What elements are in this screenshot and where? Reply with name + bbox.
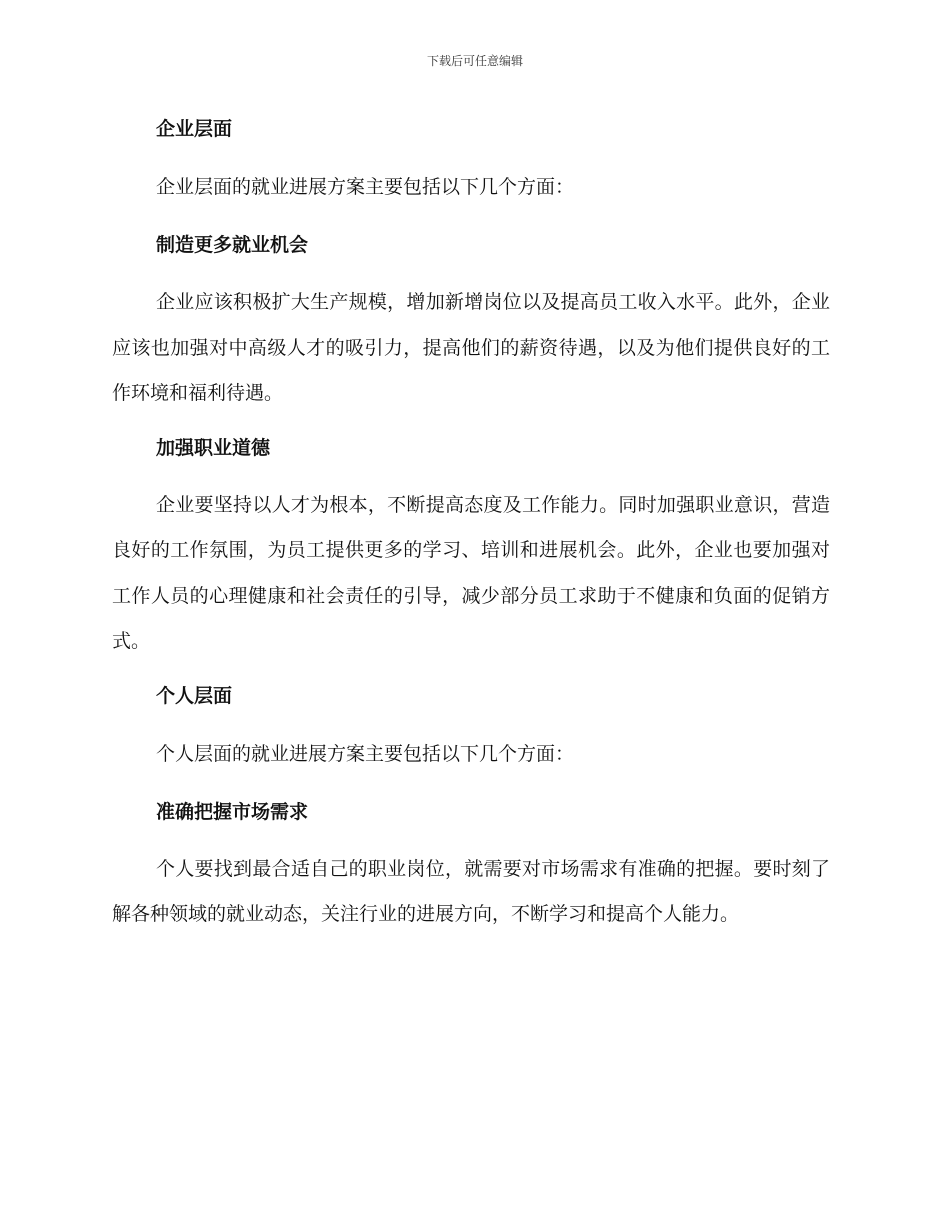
- document-body: [112, 112, 830, 952]
- page-header: 下载后可任意编辑: [426, 54, 523, 68]
- section-heading-individual: 个人层面: [156, 684, 233, 707]
- subheading-professional-ethics: 加强职业道德: [156, 436, 271, 459]
- section-intro-enterprise: 企业层面的就业进展方案主要包括以下几个方面：: [156, 176, 575, 198]
- subheading-market-demand: 准确把握市场需求: [156, 800, 309, 823]
- paragraph-market-demand: 个人要找到最合适自己的职业岗位，就需要对市场需求有准确的把握。要时刻了解各种领域的就业动态，关注行业的进展方向，不断学习和提高个人能力。: [112, 857, 830, 925]
- section-heading-enterprise: 企业层面: [156, 118, 233, 140]
- paragraph-create-jobs: 企业应该积极扩大生产规模，增加新增岗位以及提高员工收入水平。此外，企业应该也加强对中高级人才的吸引力，提高他们的薪资待遇，以及为他们提供良好的工作环境和福利待遇。: [112, 291, 830, 404]
- paragraph-professional-ethics: 企业要坚持以人才为根本，不断提高态度及工作能力。同时加强职业意识，营造良好的工作氛围，为员工提供更多的学习、培训和进展机会。此外，企业也要加强对工作人员的心理健康和社会责任的引导，减少部分员工求助于不健康和负面的促销方式。: [112, 493, 830, 652]
- section-intro-individual: 个人层面的就业进展方案主要包括以下几个方面：: [156, 742, 575, 765]
- subheading-create-jobs: 制造更多就业机会: [156, 234, 309, 256]
